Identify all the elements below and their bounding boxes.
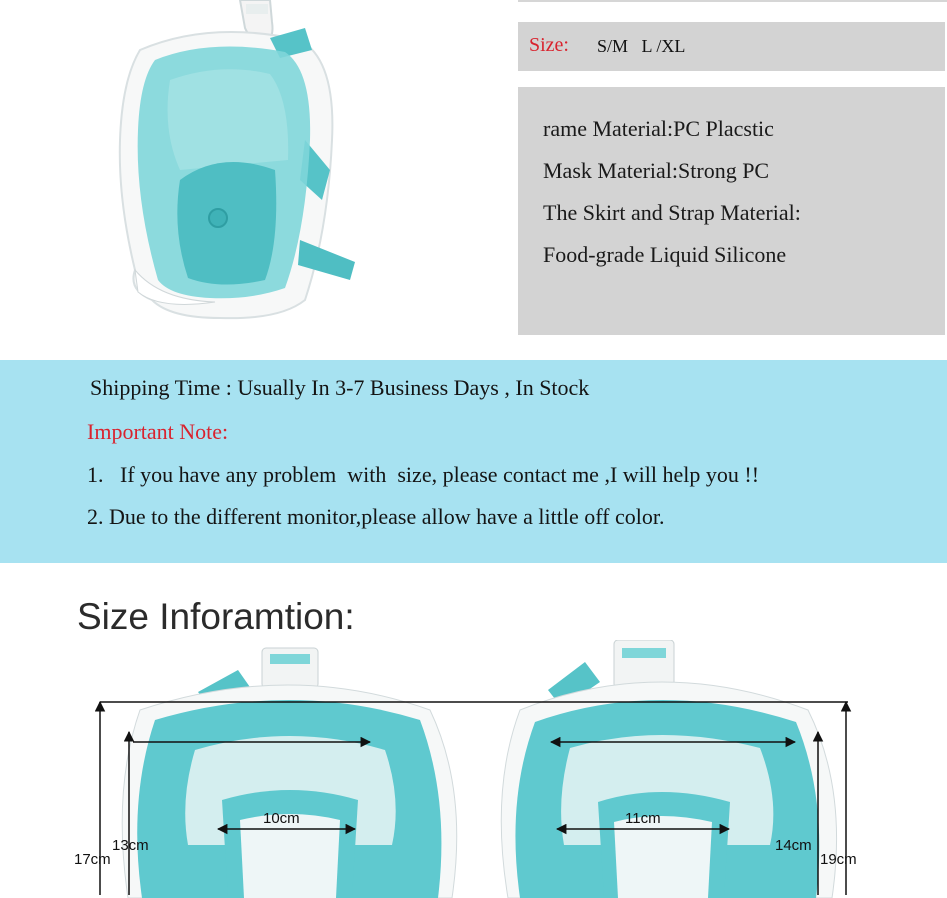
size-label: Size: — [529, 34, 569, 56]
mask-small — [122, 648, 457, 898]
label-19cm: 19cm — [820, 851, 857, 868]
mask-large — [501, 640, 836, 898]
label-11cm: 11cm — [625, 810, 661, 827]
size-diagram — [0, 640, 947, 898]
material-line-silicone: Food-grade Liquid Silicone — [543, 242, 787, 267]
material-line-mask: Mask Material:Strong PC — [543, 158, 770, 183]
material-line-skirt: The Skirt and Strap Material: — [543, 200, 801, 225]
note-monitor-color: 2. Due to the different monitor,please allow have a little off color. — [87, 504, 665, 529]
label-14cm: 14cm — [775, 837, 812, 854]
label-10cm: 10cm — [263, 810, 300, 827]
material-line-frame: rame Material:PC Placstic — [543, 116, 774, 141]
important-note-label: Important Note: — [87, 419, 229, 444]
note-size-help: 1. If you have any problem with size, please contact me ,I will help you !! — [87, 462, 760, 487]
shipping-time: Shipping Time : Usually In 3-7 Business Days , In Stock — [90, 375, 590, 400]
label-13cm: 13cm — [112, 837, 149, 854]
size-info-title: Size Inforamtion: — [77, 596, 355, 637]
label-17cm: 17cm — [74, 851, 111, 868]
top-divider — [518, 0, 947, 2]
size-bar — [518, 22, 945, 71]
size-values: S/M L /XL — [597, 36, 686, 56]
product-mask-photo — [100, 0, 360, 345]
